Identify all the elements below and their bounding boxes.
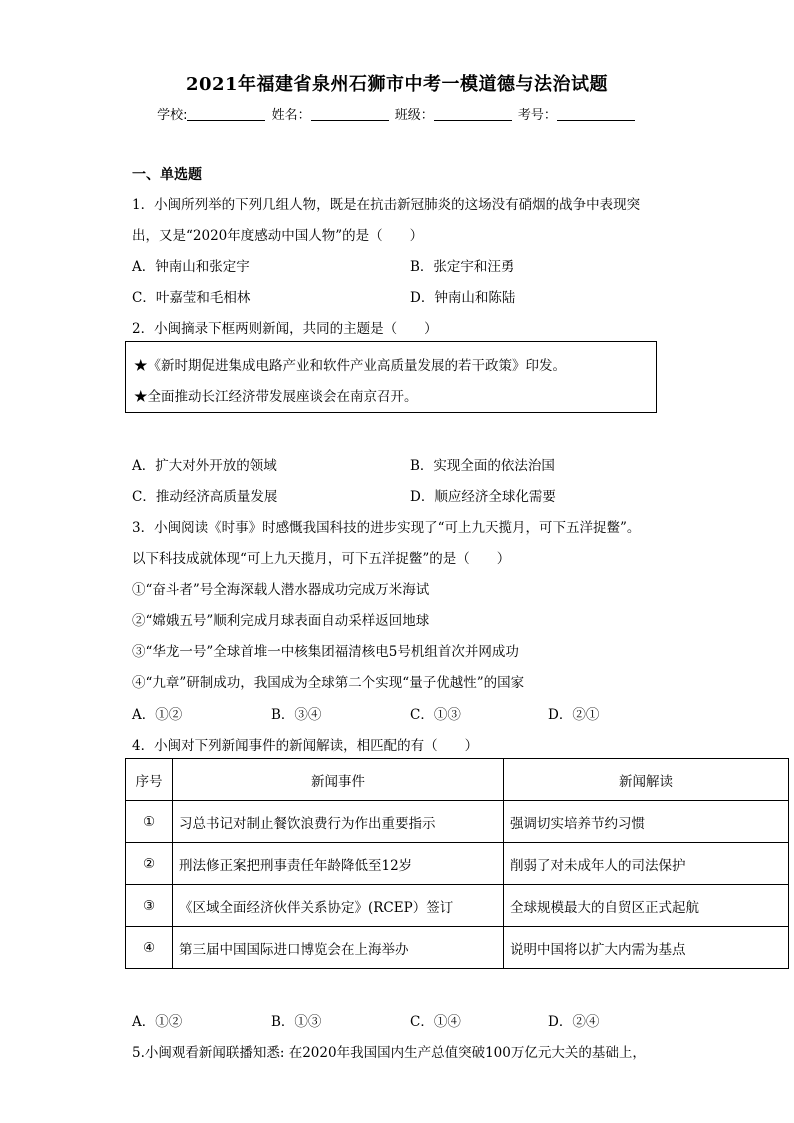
q2-option-c: C．推动经济高质量发展 [132,489,278,505]
table-cell-index: ③ [126,885,173,927]
q3-stem-line2: 以下科技成就体现“可上九天揽月，可下五洋捉鳖”的是（ ） [132,551,511,567]
table-cell-interpretation: 说明中国将以扩大内需为基点 [504,927,789,969]
table-header-row [126,759,789,801]
table-row [126,801,789,843]
q2-news-item-2: ★全面推动长江经济带发展座谈会在南京召开。 [134,389,418,405]
table-cell-index: ② [126,843,173,885]
section-heading: 一、单选题 [132,167,202,183]
q4-option-d: D．②④ [548,1014,600,1030]
name-blank[interactable] [311,107,389,121]
q1-stem-line2: 出，又是“2020年度感动中国人物”的是（ ） [132,228,424,244]
table-header-cell: 序号 [126,759,173,801]
table-row [126,843,789,885]
table-row [126,927,789,969]
q2-option-a: A．扩大对外开放的领域 [132,458,277,474]
q2-news-box [125,341,657,413]
exam-no-blank[interactable] [557,107,635,121]
q1-option-b: B．张定宇和汪勇 [410,259,515,275]
q3-item-4: ④“九章”研制成功，我国成为全球第二个实现“量子优越性”的国家 [132,675,525,691]
table-cell-interpretation: 强调切实培养节约习惯 [504,801,789,843]
page-title: 2021年福建省泉州石狮市中考一模道德与法治试题 [185,74,609,95]
q2-stem: 2．小闽摘录下框两则新闻，共同的主题是（ ） [132,321,438,337]
table-header-cell: 新闻事件 [173,759,504,801]
q3-item-3: ③“华龙一号”全球首堆一中核集团福清核电5号机组首次并网成功 [132,644,519,660]
q4-option-c: C．①④ [410,1014,461,1030]
q5-stem-line1: 5.小闽观看新闻联播知悉: 在2020年我国国内生产总值突破100万亿元大关的基础上， [132,1045,646,1061]
table-cell-interpretation: 全球规模最大的自贸区正式起航 [504,885,789,927]
q3-option-d: D．②① [548,707,600,723]
q3-item-2: ②“嫦娥五号”顺利完成月球表面自动采样返回地球 [132,613,430,629]
q4-stem: 4．小闽对下列新闻事件的新闻解读，相匹配的有（ ） [132,738,479,754]
exam-no-label: 考号： [517,108,557,123]
table-header-cell: 新闻解读 [504,759,789,801]
q2-option-b: B．实现全面的依法治国 [410,458,555,474]
table-cell-index: ④ [126,927,173,969]
school-blank[interactable] [187,107,265,121]
q4-option-a: A．①② [132,1014,183,1030]
q4-news-table [125,758,789,969]
table-cell-event: 《区域全面经济伙伴关系协定》(RCEP）签订 [173,885,504,927]
q2-option-d: D．顺应经济全球化需要 [410,489,556,505]
class-label: 班级： [394,108,434,123]
q2-news-item-1: ★《新时期促进集成电路产业和软件产业高质量发展的若干政策》印发。 [134,358,566,374]
table-cell-event: 习总书记对制止餐饮浪费行为作出重要指示 [173,801,504,843]
table-cell-event: 刑法修正案把刑事责任年龄降低至12岁 [173,843,504,885]
q1-option-a: A．钟南山和张定宇 [132,259,250,275]
q3-item-1: ①“奋斗者”号全海深载人潜水器成功完成万米海试 [132,582,430,598]
q1-option-c: C．叶嘉莹和毛相林 [132,290,251,306]
student-info-line [0,104,794,123]
q3-option-a: A．①② [132,707,183,723]
school-label: 学校: [157,108,188,123]
class-blank[interactable] [434,107,512,121]
table-row [126,885,789,927]
q3-option-b: B．③④ [271,707,322,723]
q4-option-b: B．①③ [271,1014,322,1030]
q1-stem-line1: 1．小闽所列举的下列几组人物，既是在抗击新冠肺炎的这场没有硝烟的战争中表现突 [132,197,641,213]
q3-stem-line1: 3．小闽阅读《时事》时感慨我国科技的进步实现了“可上九天揽月，可下五洋捉鳖”。 [132,520,641,536]
table-cell-event: 第三届中国国际进口博览会在上海举办 [173,927,504,969]
table-cell-index: ① [126,801,173,843]
name-label: 姓名： [271,108,311,123]
q3-option-c: C．①③ [410,707,461,723]
q1-option-d: D．钟南山和陈陆 [410,290,516,306]
table-cell-interpretation: 削弱了对未成年人的司法保护 [504,843,789,885]
